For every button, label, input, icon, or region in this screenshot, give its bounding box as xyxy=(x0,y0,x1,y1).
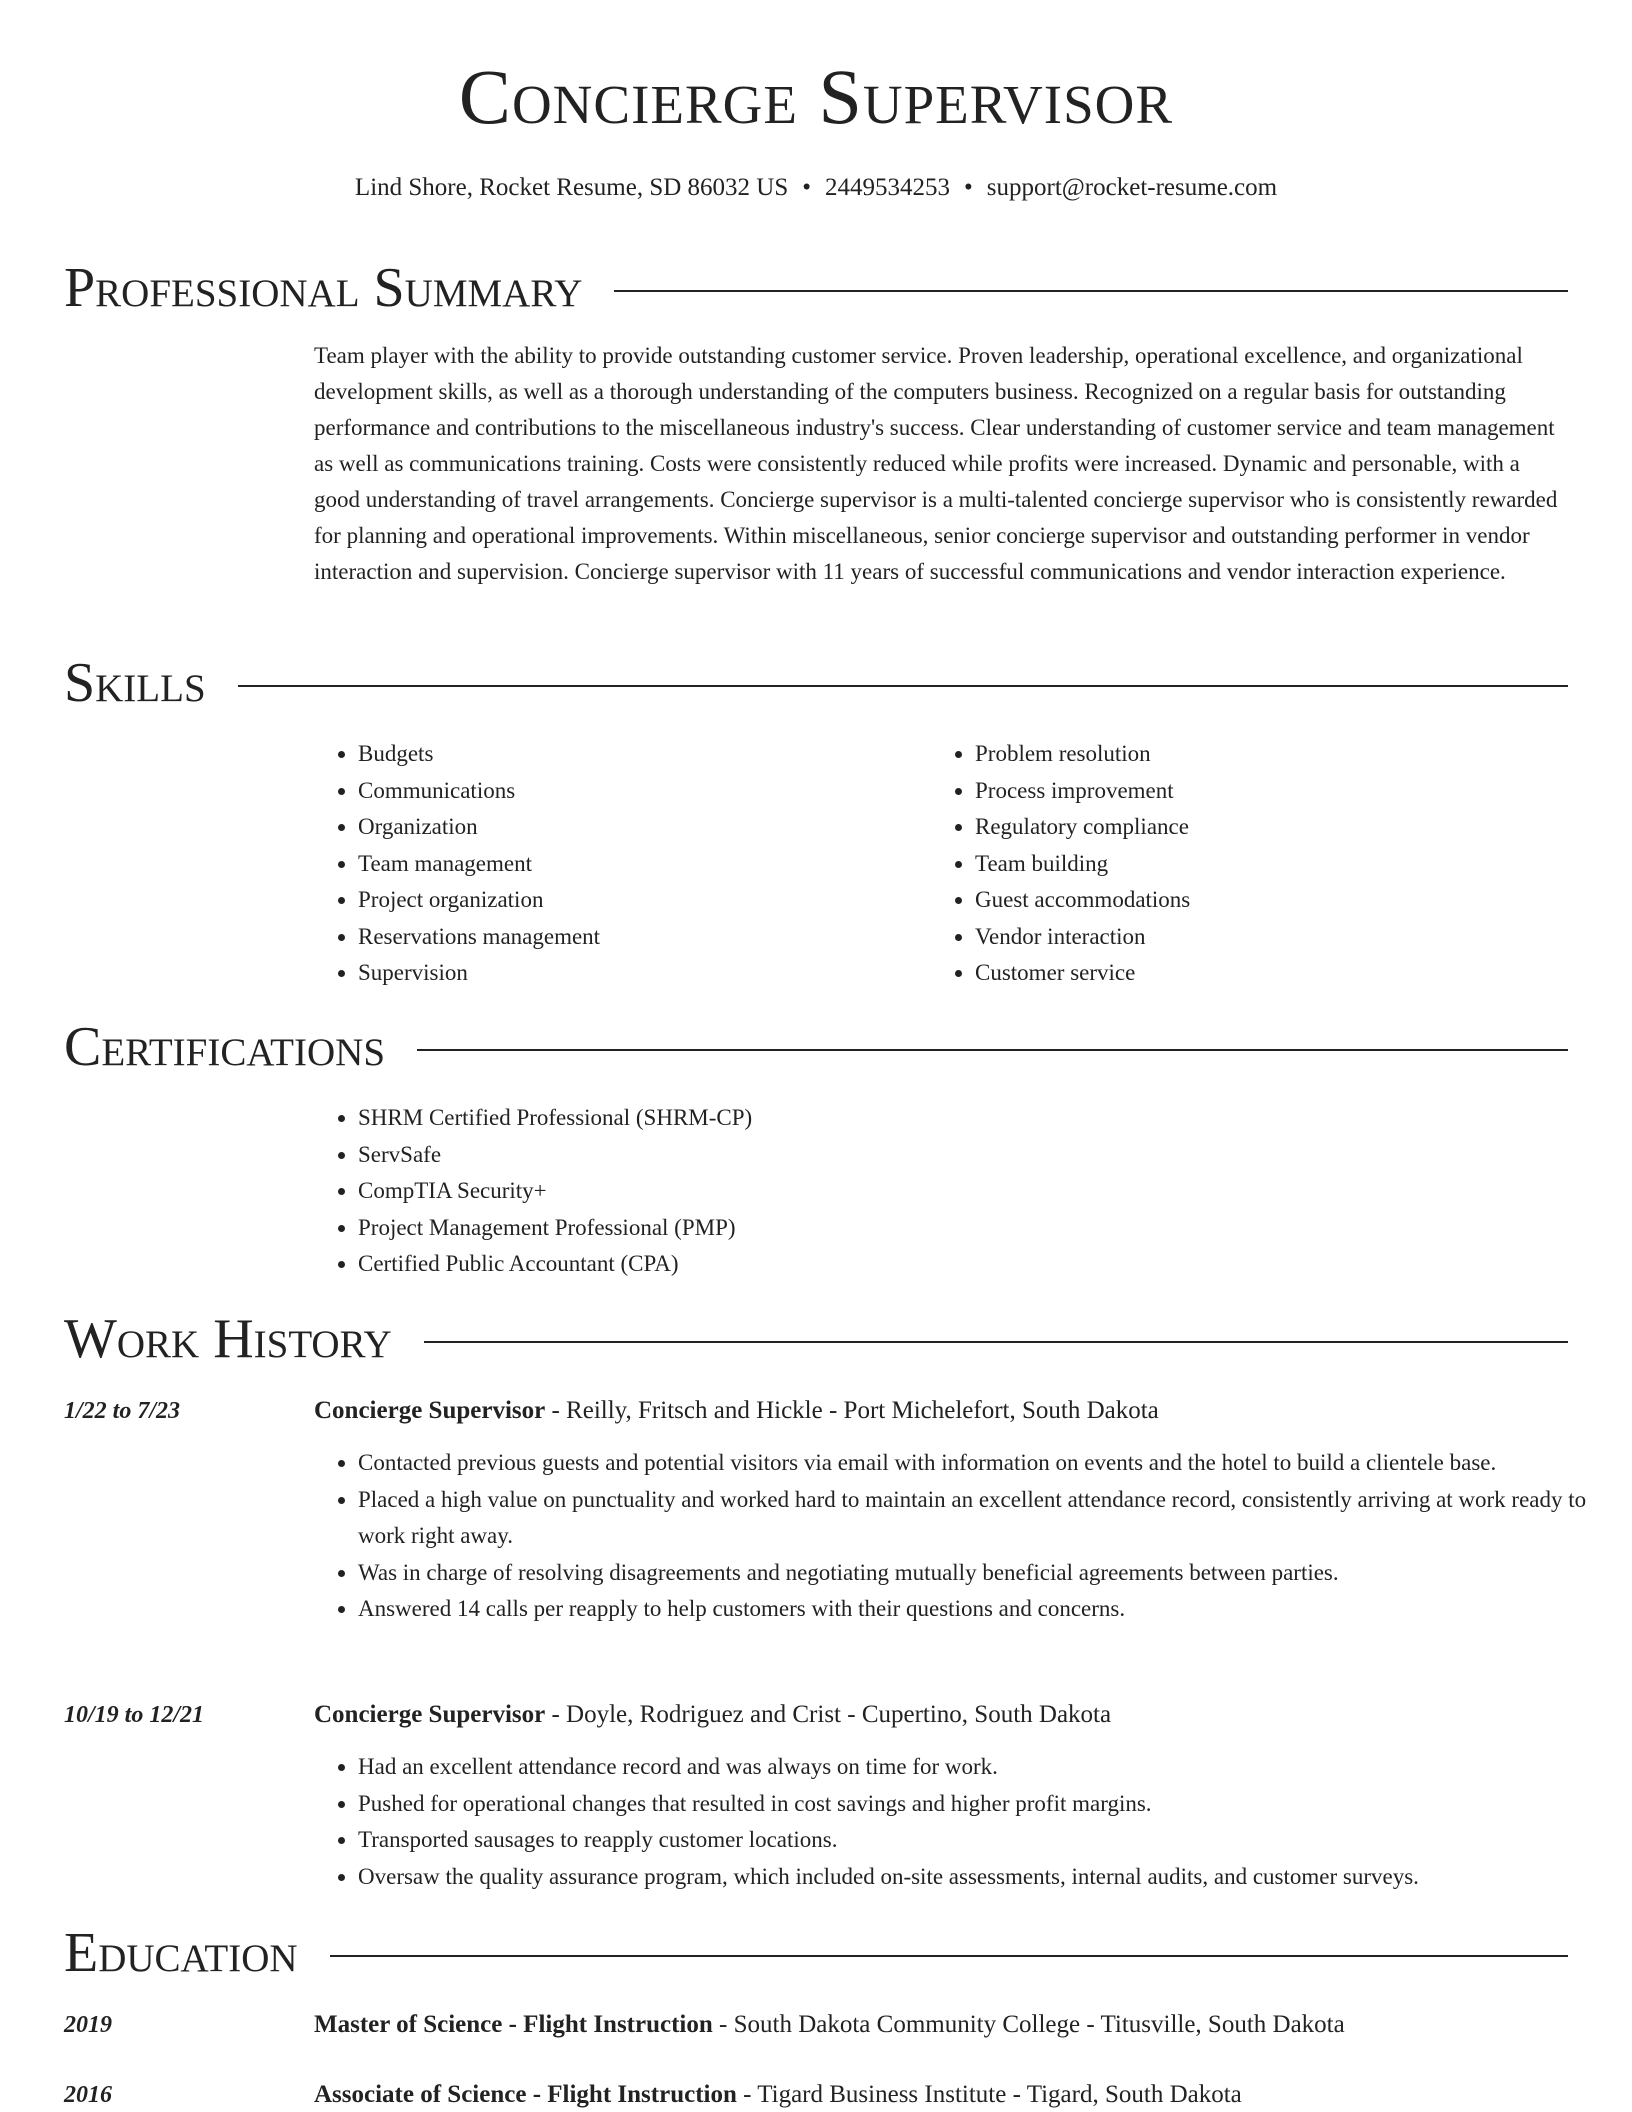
education-year: 2016 xyxy=(64,2082,112,2108)
resume-name: Concierge Supervisor xyxy=(458,53,1174,140)
skills-list-left xyxy=(314,736,958,992)
skill-item: • Vendor interaction xyxy=(975,919,1575,956)
section-title: Certifications xyxy=(64,1016,386,1078)
certification-item: • CompTIA Security+ xyxy=(358,1173,1612,1210)
section-title: Professional Summary xyxy=(64,257,583,319)
job-duties-list xyxy=(314,1749,1612,1895)
job-dates: 1/22 to 7/23 xyxy=(64,1398,181,1424)
skill-item: • Communications xyxy=(358,773,958,810)
job-employer-location: - Reilly, Fritsch and Hickle - Port Michelefort, South Dakota xyxy=(545,1397,1159,1424)
education-degree: Master of Science - Flight Instruction xyxy=(314,2011,713,2038)
section-divider xyxy=(614,290,1568,292)
skill-item: • Customer service xyxy=(975,955,1575,992)
summary-text: Team player with the ability to provide outstanding customer service. Proven leadership, operational excellence, and organizational development skills, as well as a thorough understanding of the computers business. Recognized on a regular basis for outstanding performance and contributions to the miscellaneous industry's success. Clear understanding of customer service and team management as well as communications training. Costs were consistently reduced while profits were increased. Dynamic and personable, with a good understanding of travel arrangements. Concierge supervisor is a multi-talented concierge supervisor who is consistently rewarded for planning and operational improvements. Within miscellaneous, senior concierge supervisor and outstanding performer in vendor interaction and supervision. Concierge supervisor with 11 years of successful communications and vendor interaction experience. xyxy=(314,343,1558,584)
skill-item: • Team management xyxy=(358,846,958,883)
job-title: Concierge Supervisor xyxy=(314,1701,546,1728)
section-title: Education xyxy=(64,1922,298,1984)
skill-item: • Reservations management xyxy=(358,919,958,956)
section-divider xyxy=(330,1955,1568,1957)
skill-item: • Project organization xyxy=(358,882,958,919)
job-duty-item: • Was in charge of resolving disagreements and negotiating mutually beneficial agreements between parties. xyxy=(358,1555,1612,1592)
certification-item: • ServSafe xyxy=(358,1137,1612,1174)
education-school-location: - South Dakota Community College - Titusville, South Dakota xyxy=(712,2011,1345,2038)
section-heading-summary xyxy=(64,258,1568,318)
job-heading xyxy=(314,1702,1111,1727)
job-employer-location: - Doyle, Rodriguez and Crist - Cupertino, South Dakota xyxy=(545,1701,1112,1728)
skill-item: • Guest accommodations xyxy=(975,882,1575,919)
skill-item: • Organization xyxy=(358,809,958,846)
education-degree: Associate of Science - Flight Instruction xyxy=(314,2081,737,2108)
section-divider xyxy=(417,1049,1568,1051)
section-heading-work-history xyxy=(64,1309,1568,1369)
contact-separator: • xyxy=(964,174,973,201)
job-duty-item: • Pushed for operational changes that resulted in cost savings and higher profit margins. xyxy=(358,1786,1612,1823)
section-divider xyxy=(238,685,1568,687)
section-title: Skills xyxy=(64,652,206,714)
skill-item: • Process improvement xyxy=(975,773,1575,810)
section-divider xyxy=(424,1341,1568,1343)
job-heading xyxy=(314,1398,1159,1423)
section-heading-skills xyxy=(64,653,1568,713)
contact-separator: • xyxy=(802,174,812,201)
skill-item: • Supervision xyxy=(358,955,958,992)
job-dates: 10/19 to 12/21 xyxy=(64,1702,205,1728)
job-duty-item: • Answered 14 calls per reapply to help customers with their questions and concerns. xyxy=(358,1591,1612,1628)
education-year: 2019 xyxy=(64,2012,112,2038)
contact-line xyxy=(0,175,1632,200)
skill-item: • Regulatory compliance xyxy=(975,809,1575,846)
certification-item: • SHRM Certified Professional (SHRM-CP) xyxy=(358,1100,1612,1137)
skills-list-right xyxy=(931,736,1575,992)
education-entry xyxy=(314,2082,1242,2107)
job-duty-item: • Contacted previous guests and potential visitors via email with information on events and the hotel to build a clientele base. xyxy=(358,1445,1612,1482)
certification-item: • Certified Public Accountant (CPA) xyxy=(358,1246,1612,1283)
education-entry xyxy=(314,2012,1345,2037)
section-title: Work History xyxy=(64,1308,392,1370)
section-heading-certifications xyxy=(64,1017,1568,1077)
contact-phone: 2449534253 xyxy=(825,174,951,201)
job-duty-item: • Transported sausages to reapply customer locations. xyxy=(358,1822,1612,1859)
job-duties-list xyxy=(314,1445,1612,1628)
job-duty-item: • Had an excellent attendance record and was always on time for work. xyxy=(358,1749,1612,1786)
certification-item: • Project Management Professional (PMP) xyxy=(358,1210,1612,1247)
contact-email: support@rocket-resume.com xyxy=(986,174,1278,201)
skill-item: • Problem resolution xyxy=(975,736,1575,773)
skill-item: • Budgets xyxy=(358,736,958,773)
job-duty-item: • Oversaw the quality assurance program, which included on-site assessments, internal audits, and customer surveys. xyxy=(358,1859,1612,1896)
section-heading-education xyxy=(64,1923,1568,1983)
job-title: Concierge Supervisor xyxy=(314,1397,546,1424)
contact-address: Lind Shore, Rocket Resume, SD 86032 US xyxy=(354,174,789,201)
skill-item: • Team building xyxy=(975,846,1575,883)
education-school-location: - Tigard Business Institute - Tigard, South Dakota xyxy=(736,2081,1242,2108)
job-duty-item: • Placed a high value on punctuality and worked hard to maintain an excellent attendance record, consistently arriving at work ready to work right away. xyxy=(358,1482,1612,1555)
certifications-list xyxy=(314,1100,1612,1283)
